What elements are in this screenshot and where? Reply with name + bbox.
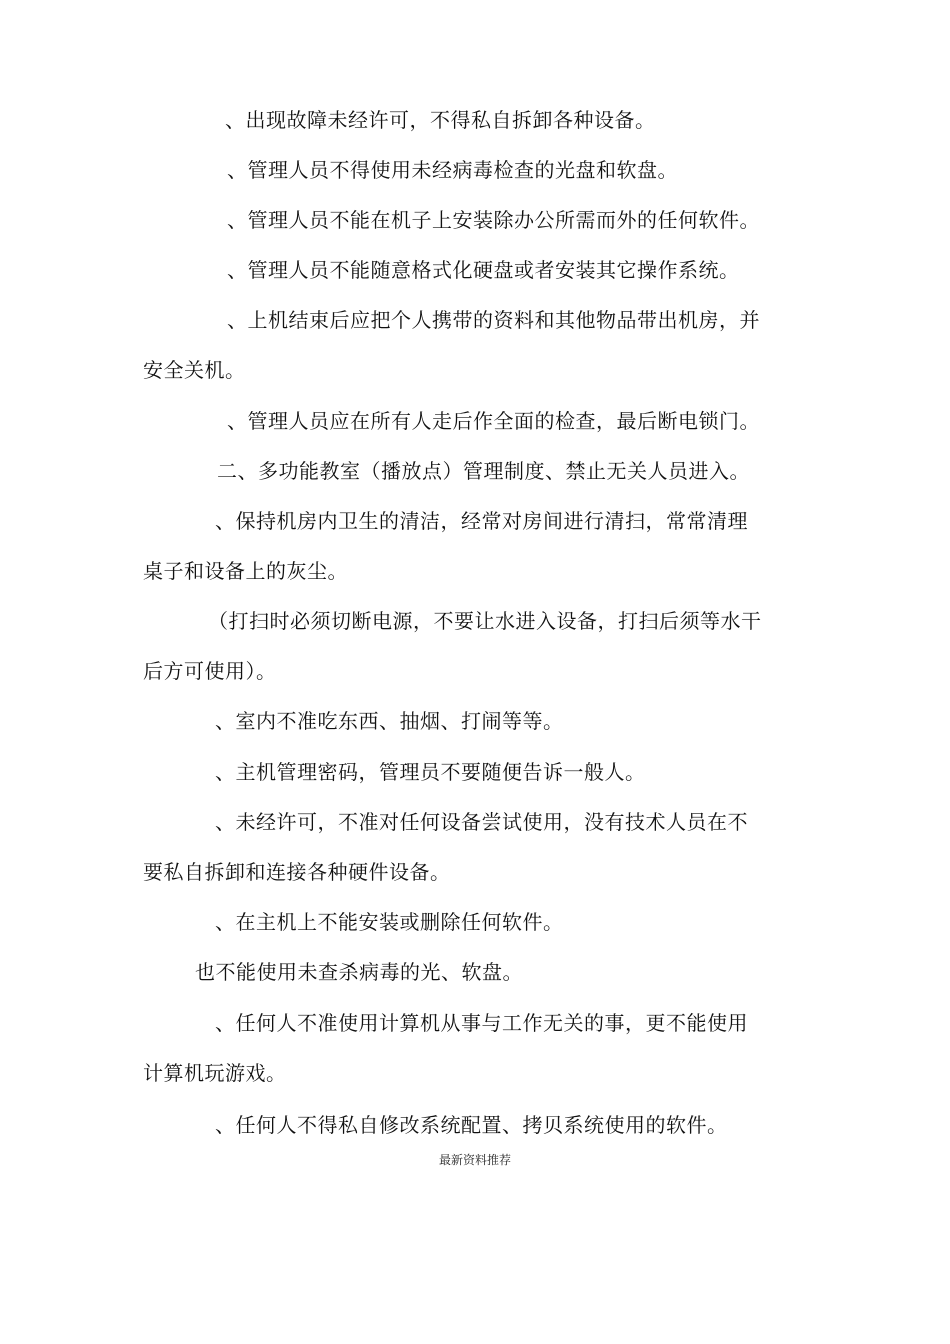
paragraph-line: 要私自拆卸和连接各种硬件设备。: [143, 860, 451, 884]
paragraph-line: 、未经许可，不准对任何设备尝试使用，没有技术人员在不: [215, 810, 748, 834]
paragraph-line: 安全关机。: [143, 358, 246, 382]
paragraph-line: 、在主机上不能安装或删除任何软件。: [215, 910, 564, 934]
paragraph-line: 、任何人不准使用计算机从事与工作无关的事，更不能使用: [215, 1011, 748, 1035]
paragraph-line: 、上机结束后应把个人携带的资料和其他物品带出机房，并: [227, 308, 760, 332]
paragraph-line: 、出现故障未经许可，不得私自拆卸各种设备。: [225, 108, 656, 132]
paragraph-line: 、室内不准吃东西、抽烟、打闹等等。: [215, 709, 564, 733]
paragraph-line: （打扫时必须切断电源，不要让水进入设备，打扫后须等水干: [208, 609, 762, 633]
paragraph-line: 桌子和设备上的灰尘。: [143, 559, 348, 583]
paragraph-line: 后方可使用）。: [143, 659, 277, 683]
section-heading: 二、多功能教室（播放点）管理制度、禁止无关人员进入。: [217, 459, 750, 483]
paragraph-line: 、管理人员不得使用未经病毒检查的光盘和软盘。: [227, 158, 678, 182]
paragraph-line: 、管理人员不能在机子上安装除办公所需而外的任何软件。: [227, 208, 760, 232]
paragraph-line: 也不能使用未查杀病毒的光、软盘。: [195, 960, 523, 984]
paragraph-line: 、保持机房内卫生的清洁，经常对房间进行清扫，常常清理: [215, 509, 748, 533]
paragraph-line: 、主机管理密码，管理员不要随便告诉一般人。: [215, 760, 646, 784]
paragraph-line: 、管理人员应在所有人走后作全面的检查，最后断电锁门。: [227, 409, 760, 433]
paragraph-line: 计算机玩游戏。: [143, 1061, 287, 1085]
paragraph-line: 、管理人员不能随意格式化硬盘或者安装其它操作系统。: [227, 258, 740, 282]
paragraph-line: 、任何人不得私自修改系统配置、拷贝系统使用的软件。: [215, 1113, 728, 1137]
page-footer: 最新资料推荐: [438, 1153, 511, 1167]
